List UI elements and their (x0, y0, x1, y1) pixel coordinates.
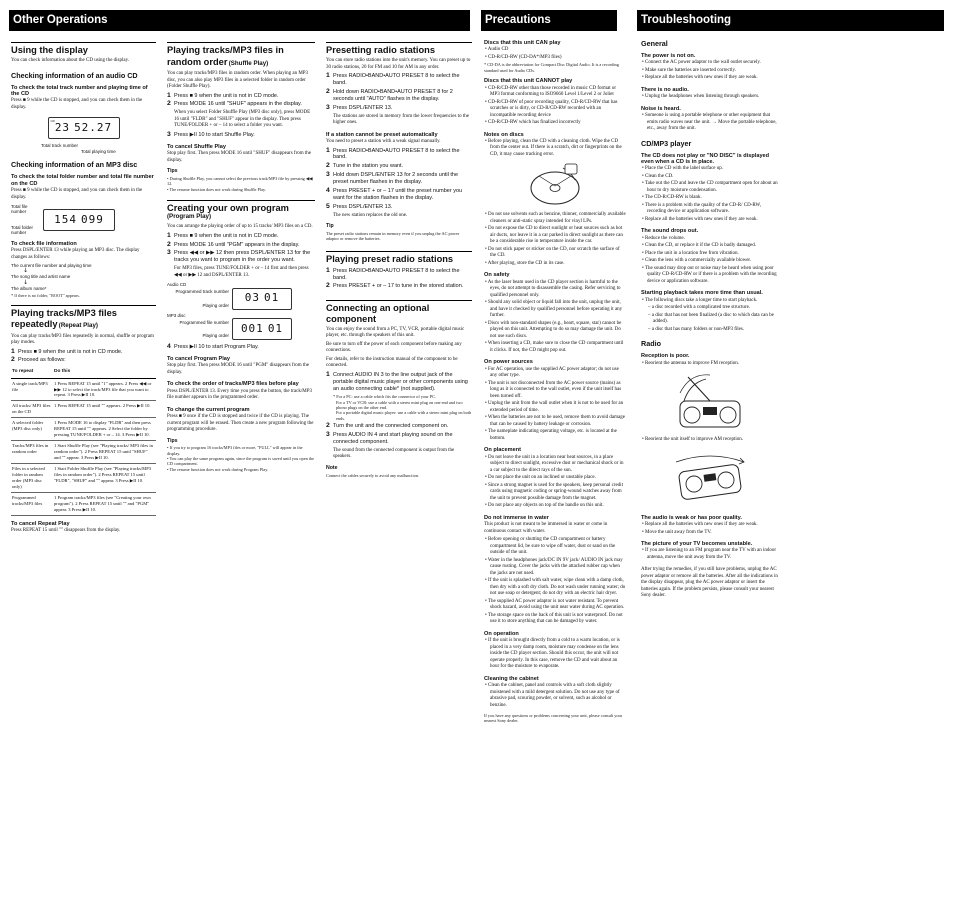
list-item: • Before playing, clean the CD with a cleaning cloth. Wipe the CD from the center out. If there is a scratch, dirt or fingerprints on the CD, it may cause tracking error. (485, 138, 622, 157)
list-item: • The storage space on the back of this unit is not waterproof. Do not use it to store anything that can be damaged by water. (485, 612, 623, 625)
paragraph: Stop play first. Then press MODE 16 until "PGM" disappears from the display. (167, 363, 310, 375)
heading: Do not immerse in water (484, 514, 549, 521)
list-item: – a disc that has not been finalized (a disc to which data can be added). (648, 312, 774, 325)
list-item: • Should any solid object or liquid fall into the unit, unplug the unit, and have it checked by qualified personnel before operating it any further. (485, 300, 623, 319)
list-item: • Replace all the batteries with new ones if they are weak. (642, 522, 758, 528)
list-item: • As the laser beam used in the CD player section is harmful to the eyes, do not attempt to disassemble the casing. Refer servicing to qualified personnel only. (485, 279, 621, 298)
list-item: • Unplug the headphones when listening through speakers. (642, 94, 760, 100)
caption: Audio CD (167, 282, 187, 288)
heading: Reception is poor. (641, 353, 690, 360)
list-item: • Clean the CD, or replace it if the CD is badly damaged. (642, 243, 756, 249)
table-row: Files in a selected folder in random order (MP3 disc only) 1 Start Folder Shuffle Play (see "Playing tracks/MP3 files in random order"). 2 Press REPEAT 15 until "FLDR", "SHUF" and "" appear. 3 Press ▶II 10. (11, 464, 156, 493)
list-item: • If the unit is brought directly from a cold to a warm location, or is placed in a very damp room, moisture may condense on the lens inside the CD player section. Should this occur, the unit will not operate properly. In this case, remove the CD and wait about an hour for the moisture to evaporate. (485, 638, 620, 670)
list-item: • The supplied AC power adaptor is not water resistant. To prevent shock hazard, avoid using the unit near water during AC operation. (485, 598, 625, 611)
list-item: • Reduce the volume. (642, 235, 685, 241)
caption: Programmed track number (175, 289, 229, 295)
table-row: A single track/MP3 file 1 Press REPEAT 15 until "1" appears. 2 Press ◀◀ or ▶▶ 12 to select the track/MP3 file that you want to repeat. 3 Press ▶II 10. (11, 378, 156, 401)
heading: To cancel Program Play (167, 355, 231, 362)
list-item: • The CD-R/CD-RW is blank. (642, 195, 702, 201)
display-illustration (11, 114, 156, 142)
list-item: • Do not use solvents such as benzine, thinner, commercially available cleaners or anti-static spray intended for vinyl LPs. (485, 212, 626, 224)
lcd-digits: 154 (54, 212, 77, 226)
list-item: • When inserting a CD, make sure to close the CD compartment until it clicks. If not, the CD might pop out. (485, 341, 624, 353)
section-presetting-radio (326, 42, 472, 55)
section-title: Presetting radio stations (326, 45, 436, 55)
tip: • If you try to program 16 tracks/MP3 files or more, "FULL" will appear in the display. (167, 445, 303, 456)
list-item: • If the unit is splashed with salt water, wipe clean with a damp cloth, then dry with a soft dry cloth. Do not wash under running water; do not use soap or detergent; do not dry with an electric hair dryer. (485, 578, 626, 597)
heading: To check the order of tracks/MP3 files before play (167, 381, 299, 388)
note-heading: Note (326, 464, 338, 471)
lcd-digits: 001 (240, 321, 264, 335)
subheading-cd-mp3: CD/MP3 player (641, 138, 692, 148)
table-header: To repeat (11, 367, 53, 378)
lcd-digits: 099 (81, 212, 104, 226)
list-item: • CD-R/CD-RW (CD-DA*/MP3 files) (485, 54, 562, 60)
list-item: • Clean the lens with a commercially available blower. (642, 258, 752, 264)
fm-antenna-illustration (641, 371, 779, 433)
section-shuffle-play (167, 42, 315, 68)
lcd-display (43, 209, 115, 231)
paragraph: For MP3 files, press TUNE/FOLDER + or – 14 first and then press ◀◀ or ▶▶ 12 and DSPL/ENTER 13. (174, 266, 309, 278)
paragraph: You can play tracks/MP3 files repeatedly in normal, shuffle or program play modes. (11, 333, 154, 346)
heading: Cleaning the cabinet (484, 675, 539, 682)
step: 3 Press AUDIO IN 4 and start playing sound on the connected component. (326, 431, 453, 445)
tip-heading: Tip (326, 223, 334, 230)
caption: Total playing time (81, 148, 116, 154)
section-title: Playing tracks/MP3 files repeatedly (11, 307, 117, 330)
heading: On safety (484, 272, 510, 279)
step: 1 Press RADIO•BAND•AUTO PRESET 8 to select the band. (326, 266, 460, 281)
step: 1 Press RADIO•BAND•AUTO PRESET 8 to select the band. (326, 146, 460, 161)
paragraph: For details, refer to the instruction manual of the component to be connected. (326, 356, 458, 369)
list-item: • For AC operation, use the supplied AC power adaptor; do not use any other type. (485, 366, 619, 379)
arrow-down-icon: ↓ (23, 278, 29, 286)
list-item: – a disc that has many folders or non-MP3 files. (648, 326, 745, 332)
paragraph: You need to preset a station with a weak signal manually. (326, 139, 441, 145)
heading: To check file information (11, 240, 77, 247)
lcd-display (232, 288, 292, 310)
section-title: Playing preset radio stations (326, 254, 454, 265)
step: 3 Press ▶II 10 to start Shuffle Play. (167, 130, 255, 138)
section-program-play (167, 200, 315, 221)
section-title: Using the display (11, 45, 88, 55)
column-display-repeat (11, 40, 156, 897)
heading: Discs that this unit CANNOT play (484, 78, 573, 85)
list-item: • The following discs take a longer time to start playback. (642, 297, 758, 303)
table-row: Tracks/MP3 files in random order 1 Start Shuffle Play (see "Playing tracks/ MP3 files in random order"). 2 Press REPEAT 15 until "SHUF" and "" appear. 3 Press ▶II 10. (11, 441, 156, 464)
paragraph: Press REPEAT 15 until "" disappears from the display. (11, 528, 121, 534)
section-subtitle: (Shuffle Play) (228, 59, 269, 67)
tip: • The resume function does not work during Program Play. (167, 466, 269, 472)
list-item: – a disc recorded with a complicated tree structure. (648, 305, 751, 311)
list-item: • Do not leave the unit in a location near heat sources, in a place subject to direct sunlight, excessive dust or mechanical shock or in a car subject to the direct rays of the sun. (485, 454, 624, 473)
step: 1 Press RADIO•BAND•AUTO PRESET 8 to select the band. (326, 72, 460, 87)
column-precautions (484, 40, 626, 897)
list-item: • Since a strong magnet is used for the speakers, keep personal credit cards using magnetic coding or spring-wound watches away from the unit to prevent possible damage from the magnet. (485, 482, 623, 501)
lcd-display (48, 117, 120, 139)
paragraph: Press ■ 9 while the CD is stopped, and you can check them in the display. (11, 188, 143, 200)
tip: • You can play the same program again, since the program is saved until you open the CD compartment. (167, 456, 315, 467)
paragraph: Stop play first. Then press MODE 16 until "SHUF" disappears from the display. (167, 151, 311, 163)
flow-item: The album name* (11, 285, 47, 291)
section-repeat-play (11, 305, 156, 331)
section-subtitle: (Repeat Play) (58, 322, 98, 330)
list-item: • When the batteries are not to be used, remove them to avoid damage that can be caused by battery leakage or corrosion. (485, 415, 625, 427)
paragraph: You can play tracks/MP3 files in random order. When playing an MP3 disc, you can also play MP3 files in a selected folder in random order (Folder Shuffle Play). (167, 71, 309, 89)
table-row: All tracks/ MP3 files on the CD 1 Press REPEAT 15 until "" appears. 2 Press ▶II 10. (11, 401, 156, 418)
lcd-digits: 52.27 (74, 121, 113, 135)
caption: Total file number (11, 204, 28, 215)
cd-cleaning-illustration (484, 162, 626, 208)
list-item: • CD-R/CD-RW other than those recorded in music CD format or MP3 format conforming to ISO9660 Level 1/Level 2 or Joliet (485, 85, 617, 98)
step: 2 Hold down RADIO•BAND•AUTO PRESET 8 for 2 seconds until "AUTO" flashes in the display. (326, 87, 453, 102)
list-item: • Place the CD with the label surface up. (642, 166, 724, 172)
caption: Playing order (202, 332, 229, 338)
banner-precautions: Precautions (481, 10, 617, 31)
paragraph: You can check information about the CD using the display. (11, 58, 130, 64)
heading: To change the current program (167, 406, 250, 413)
tip: • The resume function does not work during Shuffle Play. (167, 186, 266, 192)
heading: Noise is heard. (641, 105, 681, 112)
section-title: Connecting an optional component (326, 303, 430, 324)
am-reorient-illustration (641, 448, 779, 510)
step: 3 Hold down DSPL/ENTER 13 for 2 seconds until the preset number flashes in the display. (326, 171, 459, 186)
list-item: • Audio CD (485, 47, 509, 53)
caption: Total track number (41, 143, 79, 149)
paragraph: Press ■ 9 while the CD is stopped, and you can check them in the display. (11, 98, 143, 110)
list-item: • The sound may drop out or noise may be heard when using poor quality CD-R/CD-RW or if there is a problem with the recording device or application software. (642, 265, 777, 284)
list-item: • If you are listening to an FM program near the TV with an indoor antenna, move the unit away from the TV. (642, 548, 777, 560)
list-item: • Do not expose the CD to direct sunlight or heat sources such as hot air ducts, nor leave it in a car parked in direct sunlight as there can be a considerable rise in temperature inside the car. (485, 226, 623, 245)
heading: To cancel Shuffle Play (167, 143, 226, 150)
subheading: Checking information of an audio CD (11, 70, 138, 80)
table-row: A selected folder (MP3 disc only) 1 Press MODE 16 to display "FLDR" and then press REPEAT 15 until "" appears. 2 Select the folder by pressing TUNE/FOLDER + or – 14. 3 Press ▶II 10. (11, 418, 156, 441)
note: * If there is no folder, "ROOT" appears. (11, 293, 80, 299)
heading: There is no audio. (641, 86, 689, 93)
list-item: • Clean the cabinet, panel and controls with a soft cloth slightly moistened with a mild detergent solution. Do not use any type of abrasive pad, scouring powder, or solvent, such as alcohol or benzine. (485, 683, 620, 708)
heading: Notes on discs (484, 131, 524, 138)
tips-heading: Tips (167, 168, 178, 175)
note: * CD-DA is the abbreviation for Compact Disc Digital Audio. It is a recording standard used for Audio CDs. (484, 62, 619, 73)
repeat-table (11, 367, 156, 516)
paragraph: The new station replaces the old one. (333, 212, 408, 218)
antenna-rotate-icon (670, 371, 750, 433)
list-item: • Move the unit away from the TV. (642, 529, 712, 535)
subheading-general: General (641, 40, 668, 48)
section-title: Creating your own program (167, 202, 289, 213)
section-using-display (11, 42, 156, 55)
cd-indicator: CD (50, 119, 55, 124)
list-item: • Reorient the antenna to improve FM reception. (642, 360, 740, 366)
step: 2 Press PRESET + or – 17 to tune in the stored station. (326, 282, 464, 290)
heading: The power is not on. (641, 52, 696, 59)
heading: The sound drops out. (641, 228, 699, 235)
list-item: • The nameplate indicating operating voltage, etc. is located at the bottom. (485, 429, 617, 441)
heading: To check the total folder number and total file number on the CD (11, 174, 154, 187)
list-item: • Someone is using a portable telephone or other equipment that emits radio waves near the unit. → Move the portable telephone, etc., away from the unit. (642, 113, 777, 132)
unit-rotate-icon (670, 448, 750, 510)
list-item: • Discs with non-standard shapes (e.g., heart, square, star) cannot be played on this unit. Attempting to do so may damage the unit. Do not use such discs. (485, 320, 622, 339)
paragraph: You can store radio stations into the unit's memory. You can preset up to 30 radio stations, 20 for FM and 10 for AM in any order. (326, 58, 471, 70)
step: 1 Press ■ 9 when the unit is not in CD mode. (167, 231, 279, 239)
heading: To check the total track number and playing time of the CD (11, 84, 148, 98)
note: Connect the cables securely to avoid any malfunction. (326, 472, 420, 478)
list-item: • Replace all the batteries with new ones if they are weak. (642, 216, 758, 222)
heading: The picture of your TV becomes unstable. (641, 541, 753, 548)
section-title: Playing tracks/MP3 files in random order (167, 45, 284, 67)
column-radio-connect (326, 40, 472, 897)
list-item: • CD-R/CD-RW which has finalized incorrectly (485, 120, 581, 126)
heading: On operation (484, 630, 519, 637)
caption: Total folder number (11, 224, 34, 236)
subheading: Checking information of an MP3 disc (11, 160, 138, 170)
caption: Programmed file number (179, 319, 229, 325)
paragraph: Be sure to turn off the power of each component before making any connections. (326, 341, 462, 354)
list-item: • Clean the CD. (642, 173, 674, 179)
paragraph: The stations are stored in memory from the lower frequencies to the higher ones. (333, 113, 469, 126)
step: 3 Press ◀◀ or ▶▶ 12 then press DSPL/ENTER 13 for the tracks you want to program in the order you want. (167, 249, 311, 264)
lcd-digits: 01 (267, 321, 284, 335)
paragraph: This product is not meant to be immersed in water or come in continuous contact with water. (484, 522, 608, 534)
list-item: • Before opening or shutting the CD compartment or battery compartment lid, be sure to wipe off water, dust or sand on the outside of the unit. (485, 537, 616, 556)
paragraph: You can enjoy the sound from a PC, TV, VCR, portable digital music player, etc. through the speakers of this unit. (326, 326, 465, 339)
heading: The audio is weak or has poor quality. (641, 514, 742, 521)
list-item: • Water in the headphones jack/DC IN 9V jack/ AUDIO IN jack may cause rusting. Cover the jacks with the attached rubber cap when the jacks are not used. (485, 557, 623, 576)
flow-item: The song title and artist name (11, 274, 71, 280)
list-item: • CD-R/CD-RW of poor recording quality, CD-R/CD-RW that has scratches or is dirty, or CD-R/CD-RW recorded with an incompatible recording device (485, 99, 618, 118)
step: 5 Press DSPL/ENTER 13. (326, 202, 393, 210)
step: 3 Press DSPL/ENTER 13. (326, 103, 393, 111)
heading: Discs that this unit CAN play (484, 40, 561, 46)
paragraph: The sound from the connected component is output from the speakers. (333, 447, 455, 460)
lcd-display (232, 318, 292, 340)
note: For a TV or VCR: use a cable with a stereo mini plug on one end and two phono plugs on the other end. (336, 399, 463, 411)
list-item: • Do not stick paper or sticker on the CD, nor scratch the surface of the CD. (485, 246, 620, 259)
lcd-digits: 03 (244, 291, 260, 305)
footer-note: If you have any questions or problems concerning your unit, please consult your nearest Sony dealer. (484, 713, 623, 724)
step: 4 Press PRESET + or – 17 until the preset number you want for the station flashes in the display. (326, 186, 463, 201)
arrow-down-icon: ↓ (23, 267, 29, 275)
lcd-digits: 01 (264, 291, 280, 305)
note: For a portable digital music player: use a cable with a stereo mini plug on both ends. (336, 410, 472, 421)
section-playing-preset (326, 251, 472, 264)
tip: The preset radio stations remain in memory even if you unplug the AC power adaptor or remove the batteries. (326, 230, 460, 242)
paragraph: Press DSPL/ENTER 13. Every time you press the button, the track/MP3 file number appears in the programmed order. (167, 388, 312, 401)
heading: If a station cannot be preset automatically (326, 131, 438, 138)
section-connecting-component (326, 300, 472, 323)
heading: The CD does not play or "NO DISC" is displayed even when a CD is in place. (641, 152, 770, 166)
list-item: • There is a problem with the quality of the CD-R/ CD-RW, recording device or application software. (642, 202, 761, 215)
lcd-digits: 23 (54, 121, 71, 135)
paragraph: Press ■ 9 once if the CD is stopped and twice if the CD is playing. The current program will be erased. Then create a new program following the programming procedure. (167, 414, 314, 433)
tip: • During Shuffle Play, you cannot select the previous track/MP3 file by pressing ◀◀ 12. (167, 175, 313, 187)
caption: MP3 disc (167, 312, 186, 318)
list-item: • The unit is not disconnected from the AC power source (mains) as long as it is connected to the wall outlet, even if the unit itself has been turned off. (485, 380, 622, 399)
paragraph: When you select Folder Shuffle Play (MP3 disc only), press MODE 16 until "FLDR" and "SHUF" appear in the display. Then press TUNE/FOLDER + or – 14 to select a folder you want. (174, 110, 311, 129)
step: 1 Press ■ 9 when the unit is not in CD mode. (11, 347, 123, 355)
section-subtitle: (Program Play) (167, 213, 212, 221)
heading: On power sources (484, 359, 533, 366)
step: 4 Press ▶II 10 to start Program Play. (167, 342, 259, 350)
list-item: • Reorient the unit itself to improve AM reception. (642, 437, 744, 443)
flow-item: The current file number and playing time (11, 263, 92, 269)
list-item: • Unplug the unit from the wall outlet when it is not to be used for an extended period of time. (485, 401, 624, 413)
step: 2 Tune in the station you want. (326, 162, 404, 170)
table-header: Do this (53, 367, 156, 378)
list-item: • Make sure the batteries are inserted correctly. (642, 67, 736, 73)
step: 1 Connect AUDIO IN 3 to the line output jack of the portable digital music player or other components using an audio connecting cable* (not supplied). (326, 370, 468, 392)
step: 2 Press MODE 16 until "SHUF" appears in the display. (167, 100, 302, 108)
banner-troubleshooting: Troubleshooting (637, 10, 944, 31)
cd-wipe-icon (525, 162, 585, 208)
note: * For a PC: use a cable which fits the connector of your PC. (333, 394, 437, 400)
table-row: Programmed tracks/MP3 files 1 Program tracks/MP3 files (see "Creating your own program"). 2 Press REPEAT 15 until "" and "PGM" appear. 3 Press ▶II 10. (11, 493, 156, 516)
step: 2 Press MODE 16 until "PGM" appears in the display. (167, 240, 300, 248)
subheading-radio: Radio (641, 339, 661, 349)
step: 2 Proceed as follows: (11, 356, 66, 364)
list-item: • Connect the AC power adaptor to the wall outlet securely. (642, 60, 761, 66)
column-troubleshooting (641, 40, 779, 897)
column-shuffle-program (167, 40, 315, 897)
heading: Starting playback takes more time than usual. (641, 290, 763, 297)
list-item: • Do not place the unit on an inclined or unstable place. (485, 475, 596, 481)
list-item: • After playing, store the CD in its case. (485, 260, 565, 266)
list-item: • Do not place any objects on top of the handle on this unit. (485, 503, 604, 509)
banner-other-operations: Other Operations (9, 10, 470, 31)
paragraph: Press DSPL/ENTER 13 while playing an MP3 disc. The display changes as follows: (11, 248, 140, 260)
step: 2 Turn the unit and the connected component on. (326, 422, 449, 430)
tips-heading: Tips (167, 437, 178, 444)
list-item: • Take out the CD and leave the CD compartment open for about an hour to dry moisture condensation. (642, 181, 778, 193)
heading: To cancel Repeat Play (11, 520, 70, 527)
paragraph: After trying the remedies, if you still have problems, unplug the AC power adaptor or remove all the batteries. After all the indications in the display disappear, plug the AC power adaptor or insert the batteries again. If the problem persists, please consult your nearest Sony dealer. (641, 567, 778, 599)
heading: On placement (484, 447, 521, 454)
paragraph: You can arrange the playing order of up to 15 tracks/ MP3 files on a CD. (167, 224, 313, 230)
step: 1 Press ■ 9 when the unit is not in CD mode. (167, 91, 279, 99)
caption: Playing order (202, 302, 229, 308)
list-item: • Replace all the batteries with new ones if they are weak. (642, 75, 758, 81)
list-item: • Place the unit in a location free from vibration. (642, 250, 739, 256)
